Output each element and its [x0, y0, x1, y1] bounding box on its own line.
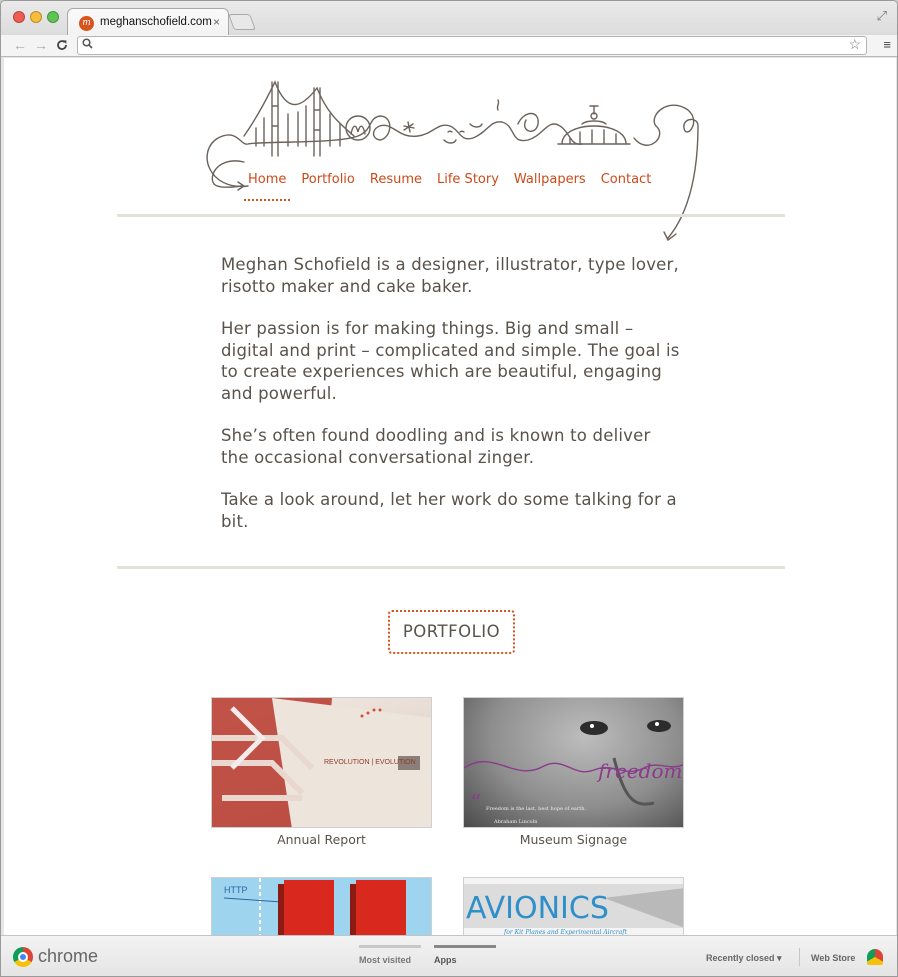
apps-tab[interactable]: Apps: [434, 955, 457, 965]
chrome-newtab-footer: [1, 935, 898, 977]
bio-paragraph: Meghan Schofield is a designer, illustrator, type lover, risotto maker and cake baker.: [221, 255, 679, 296]
http-diagram-image: [212, 878, 432, 935]
museum-signage-quote-author: Abraham Lincoln: [494, 819, 538, 825]
web-store-icon[interactable]: [867, 949, 883, 965]
chrome-logo-icon: [13, 947, 33, 967]
portfolio-caption[interactable]: Annual Report: [277, 832, 366, 847]
nav-home-link[interactable]: Home: [248, 172, 286, 192]
site-favicon-icon: m: [79, 16, 94, 31]
bio-paragraph: Her passion is for making things. Big and small – digital and print – complicated and simple. The goal is to create experiences which are beautiful, engaging and powerful.: [221, 319, 680, 403]
title-bar: [1, 1, 898, 35]
web-store-link[interactable]: Web Store: [811, 953, 856, 963]
chrome-menu-icon[interactable]: ≡: [883, 37, 891, 52]
recently-closed-menu[interactable]: [706, 953, 782, 964]
bookmark-star-icon[interactable]: ☆: [848, 36, 861, 52]
nav-contact-link[interactable]: Contact: [600, 172, 652, 187]
address-input[interactable]: [98, 38, 838, 53]
museum-signage-image: [464, 698, 684, 828]
avionics-image: [464, 878, 684, 935]
most-visited-tab[interactable]: Most visited: [359, 955, 412, 965]
address-bar[interactable]: [77, 36, 867, 55]
divider: [117, 214, 785, 217]
nav-life-story-link[interactable]: Life Story: [437, 172, 499, 187]
museum-signage-quote: Freedom is the last, best hope of earth.: [486, 806, 587, 812]
chrome-wordmark: chrome: [38, 946, 99, 966]
dome-doodle: [558, 106, 630, 144]
svg-text:“: “: [470, 791, 482, 816]
divider: [799, 948, 800, 966]
browser-toolbar: [1, 35, 898, 57]
search-icon: [82, 38, 93, 52]
chevron-down-icon: ▾: [777, 953, 782, 963]
tab-close-icon[interactable]: ×: [212, 15, 220, 29]
nav-resume-link[interactable]: Resume: [369, 172, 422, 187]
site-nav: [248, 172, 666, 192]
close-window-button[interactable]: [13, 11, 25, 23]
zoom-window-button[interactable]: [47, 11, 59, 23]
divider: [117, 566, 785, 569]
bio-paragraph: She’s often found doodling and is known to deliver the occasional conversational zinger.: [221, 426, 651, 467]
http-image-text: HTTP: [224, 885, 248, 895]
annual-report-image-text: REVOLUTION | EVOLUTION: [324, 759, 416, 766]
portfolio-heading: PORTFOLIO: [388, 610, 515, 654]
annual-report-image: [212, 698, 432, 828]
browser-tab-active[interactable]: [67, 8, 229, 36]
tab-title: meghanschofield.com: [100, 16, 212, 28]
reload-icon: [56, 39, 68, 51]
header-doodle-illustration: [198, 66, 718, 256]
nav-portfolio-link[interactable]: Portfolio: [301, 172, 355, 187]
portfolio-caption[interactable]: Museum Signage: [519, 832, 628, 847]
museum-signage-image-text: freedom: [598, 759, 683, 783]
minimize-window-button[interactable]: [30, 11, 42, 23]
bio-paragraph: Take a look around, let her work do some talking for a bit.: [221, 490, 677, 531]
fullscreen-icon[interactable]: ⤢: [876, 8, 887, 23]
new-tab-button[interactable]: [228, 14, 256, 30]
nav-wallpapers-link[interactable]: Wallpapers: [513, 172, 586, 187]
portfolio-thumb-avionics[interactable]: [463, 877, 684, 935]
forward-button[interactable]: →: [34, 37, 48, 53]
portfolio-thumb-museum-signage[interactable]: [463, 697, 684, 828]
portfolio-thumb-annual-report[interactable]: [211, 697, 432, 828]
avionics-image-text: AVIONICS: [466, 891, 609, 926]
avionics-subtext: for Kit Planes and Experimental Aircraft: [504, 929, 627, 935]
recently-closed-label: Recently closed: [706, 953, 775, 963]
bio-text: [221, 254, 681, 553]
page-viewport: [4, 58, 896, 935]
portfolio-thumb-http[interactable]: [211, 877, 432, 935]
back-button[interactable]: ←: [13, 37, 27, 53]
reload-button[interactable]: [56, 36, 68, 55]
